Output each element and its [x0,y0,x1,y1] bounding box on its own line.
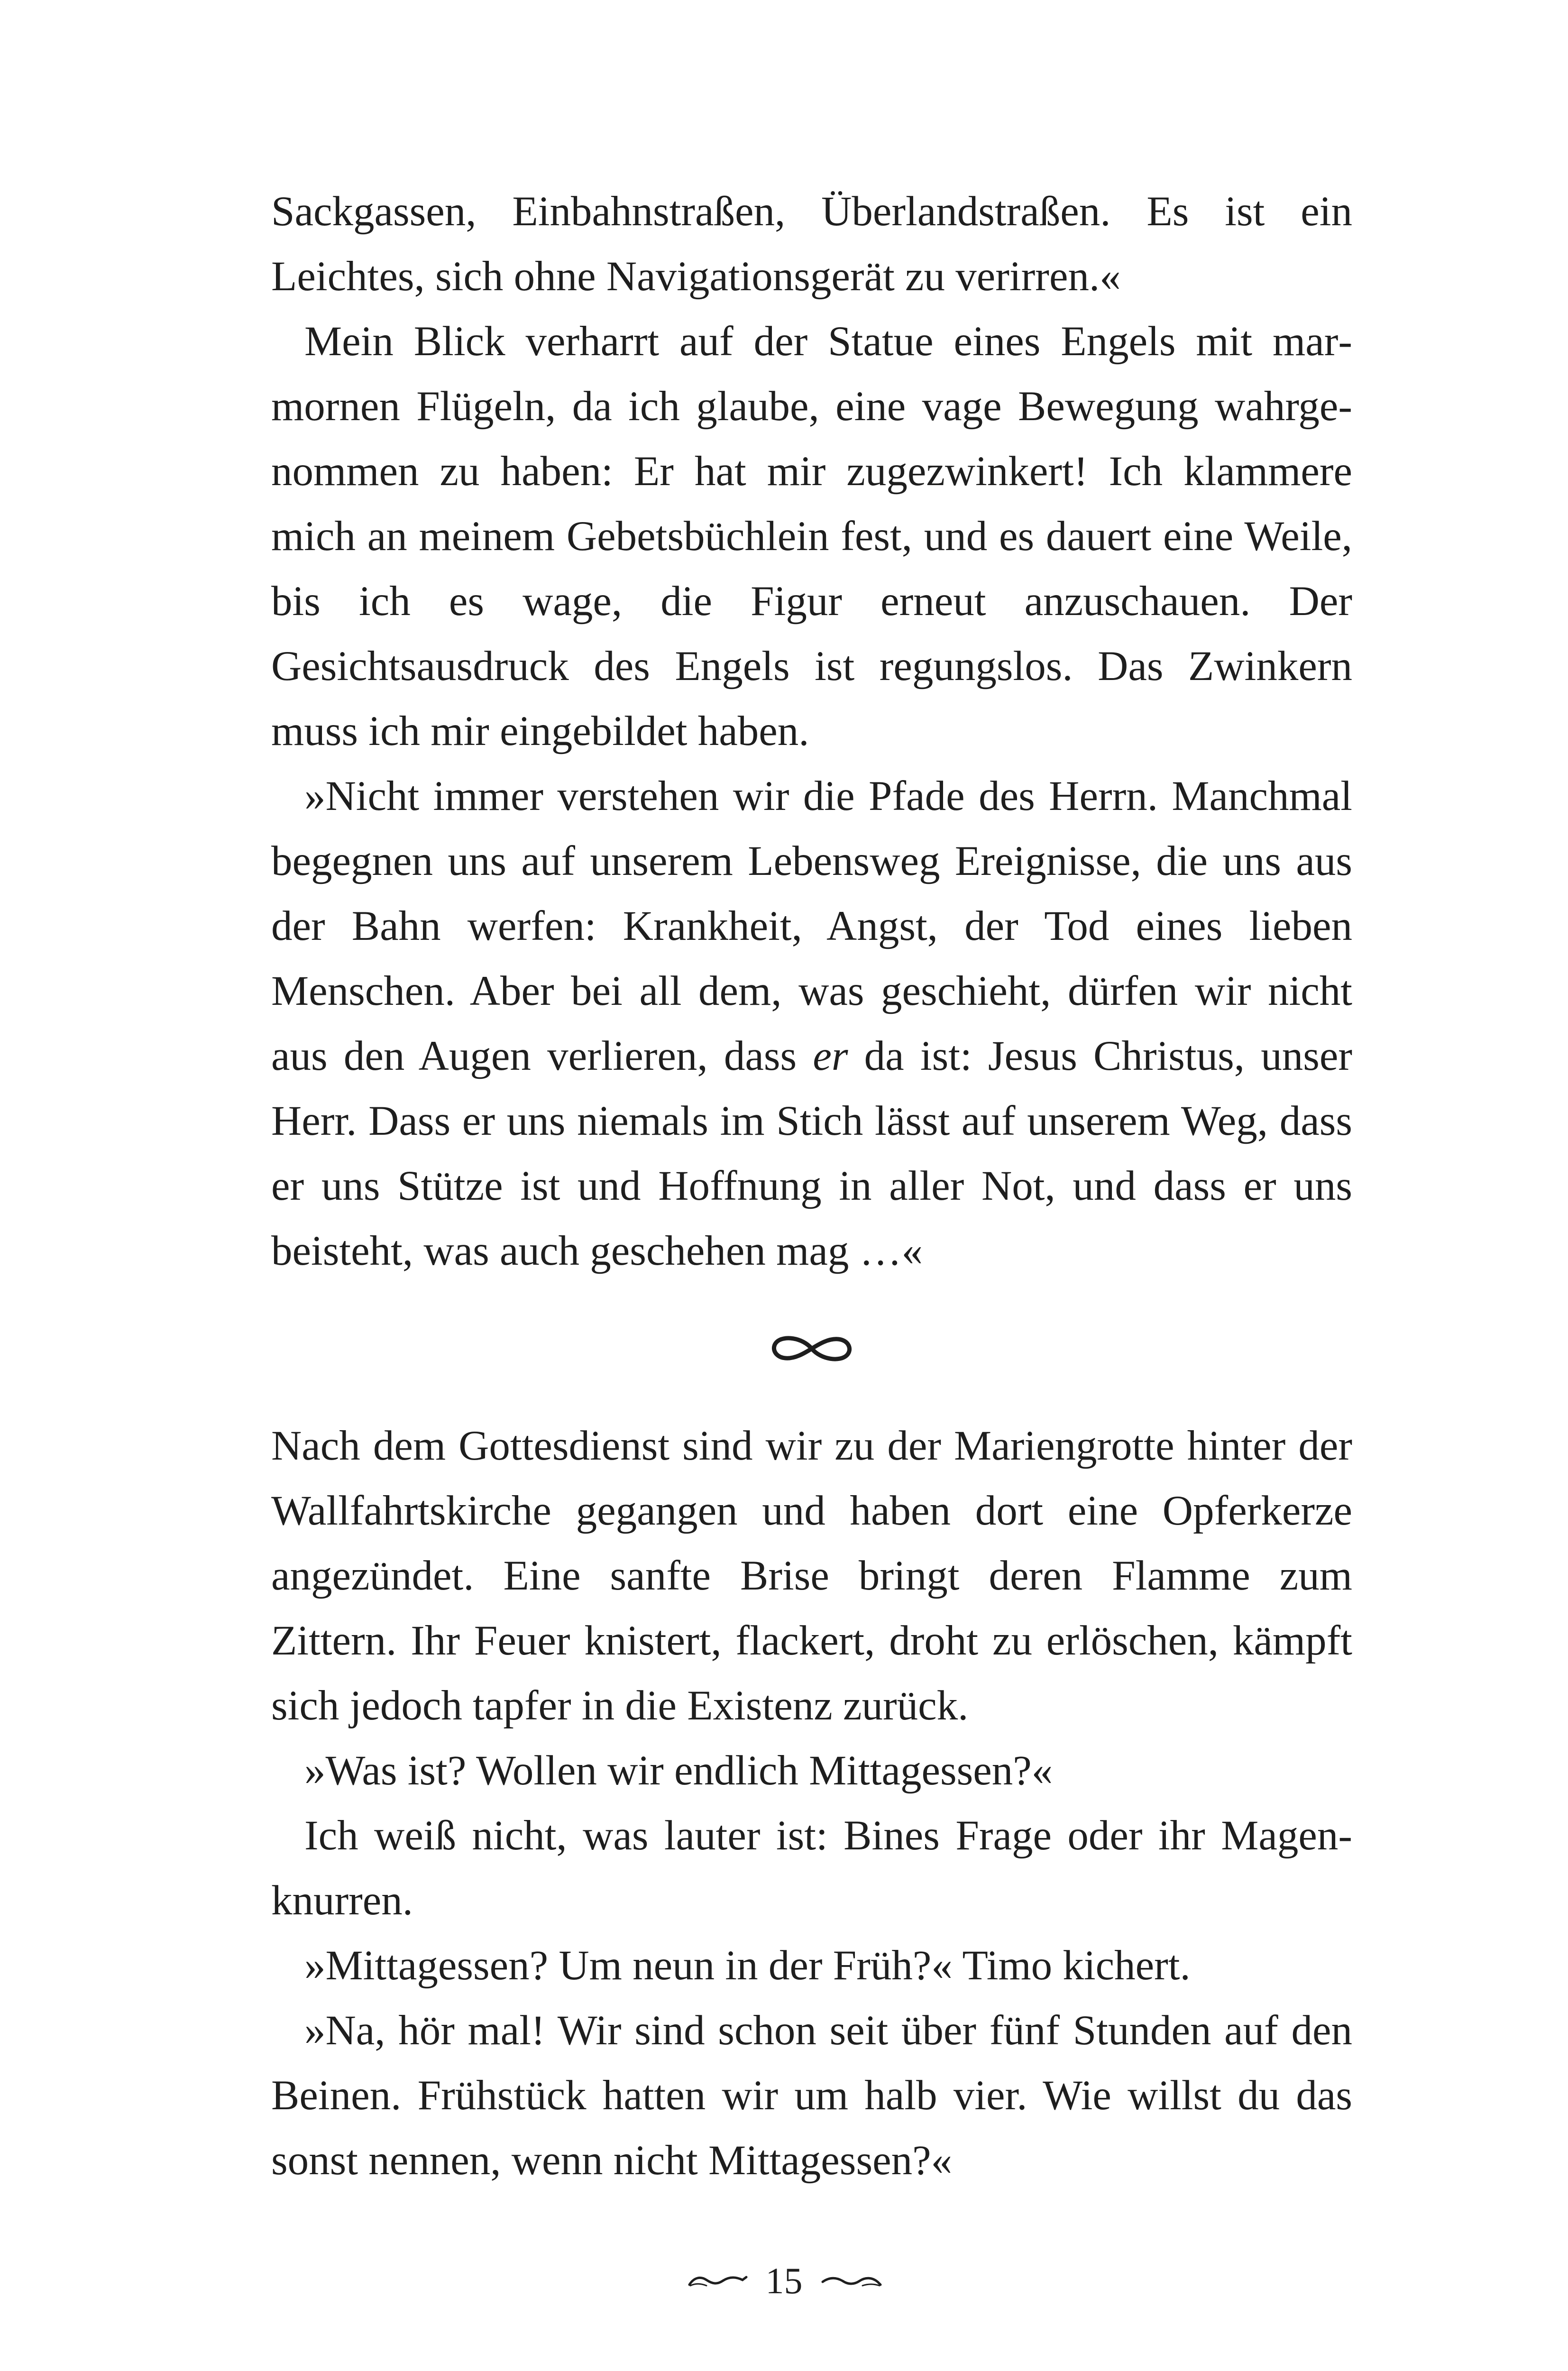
paragraph-text: »Na, hör mal! Wir sind schon seit über fünf Stunden auf den Beinen. Frühstück hatten wir um halb vier. Wie willst du das sonst nennen, wenn nicht Mittagessen?« [271,2007,1352,2184]
paragraph [271,1414,1352,1738]
paragraph-text: »Nicht immer verstehen wir die Pfade des Herrn. Manchmal begegnen uns auf unserem Lebensweg Ereignisse, die uns aus der Bahn werfen: Krankheit, Angst, der Tod eines lieben Menschen. Aber bei all dem, was geschieht, dürfen wir nicht aus den Augen verlieren, dass [271,773,1352,1079]
swash-left-icon [686,2271,750,2290]
paragraph-text: Nach dem Gottesdienst sind wir zu der Mariengrotte hinter der Wallfahrtskirche gegangen und haben dort eine Opferkerze angezündet. Eine sanfte Brise bringt deren Flamme zum Zittern. Ihr Feuer knistert, flackert, droht zu erlöschen, kämpft sich jedoch tapfer in die Existenz zurück. [271,1423,1352,1729]
paragraph [271,1933,1352,1998]
infinity-ornament-icon [764,1334,859,1363]
section-break [271,1284,1352,1414]
paragraph-text: »Was ist? Wollen wir endlich Mittagessen?« [304,1747,1053,1794]
paragraph [271,1738,1352,1803]
swash-right-icon [819,2271,883,2290]
text-block-bottom [271,1414,1352,2193]
emphasis-text: er [813,1033,848,1079]
text-block-top [271,179,1352,1284]
paragraph [271,1998,1352,2193]
page-footer [0,2257,1568,2305]
paragraph-text: Mein Blick verharrt auf der Statue eines Engels mit marmornen Flügeln, da ich glaube, eine vage Bewegung wahrgenommen zu haben: Er hat mir zugezwinkert! Ich klammere mich an meinem Gebetsbüchlein fest, und es dauert eine Weile, bis ich es wage, die Figur erneut anzuschauen. Der Gesichtsausdruck des Engels ist regungslos. Das Zwinkern muss ich mir eingebildet haben. [271,318,1352,754]
page-number: 15 [765,2260,803,2301]
paragraph-text: »Mittagessen? Um neun in der Früh?« Timo kichert. [304,1942,1191,1989]
paragraph [271,1803,1352,1933]
paragraph [271,764,1352,1284]
paragraph-text: da ist: Jesus Christus, unser Herr. Dass er uns niemals im Stich lässt auf unserem Weg, dass er uns Stütze ist und Hoffnung in aller Not, und dass er uns beisteht, was auch geschehen mag …« [271,1033,1353,1274]
page-body [271,179,1352,2193]
paragraph [271,179,1352,309]
paragraph [271,309,1352,764]
paragraph-text: Sackgassen, Einbahnstraßen, Überlandstraßen. Es ist ein Leichtes, sich ohne Navigationsgerät zu verirren.« [271,188,1352,300]
paragraph-text: Ich weiß nicht, was lauter ist: Bines Frage oder ihr Magenknurren. [271,1812,1352,1924]
